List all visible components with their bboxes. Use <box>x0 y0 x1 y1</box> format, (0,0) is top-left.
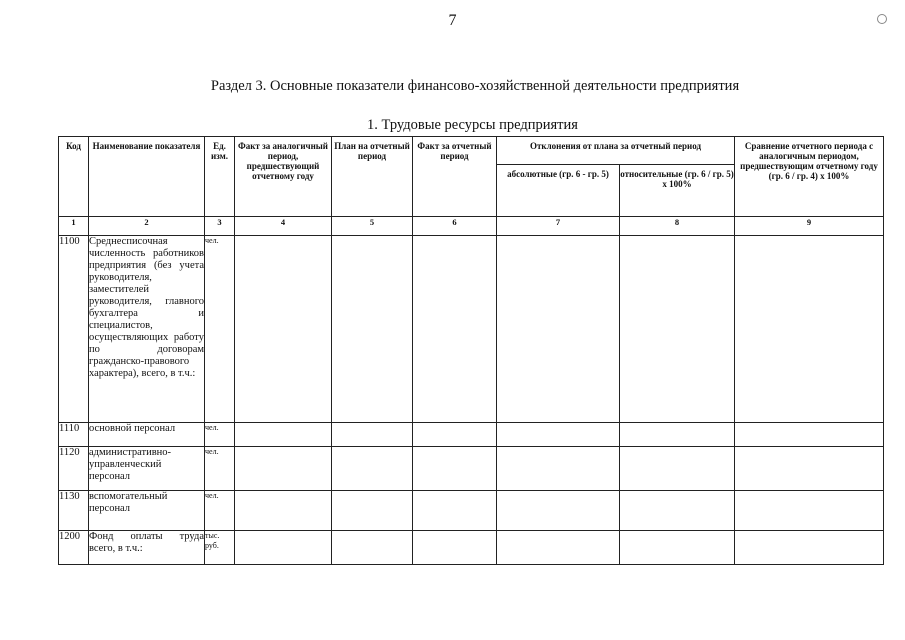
cell-fact[interactable] <box>413 236 497 423</box>
header-deviation-rel: относительные (гр. 6 / гр. 5) х 100% <box>620 165 735 217</box>
row-unit: чел. <box>205 236 235 423</box>
row-code: 1200 <box>59 531 89 565</box>
cell-comparison[interactable] <box>735 531 884 565</box>
column-number: 8 <box>620 217 735 236</box>
table-row <box>59 531 884 565</box>
cell-comparison[interactable] <box>735 423 884 447</box>
column-number-row <box>59 217 884 236</box>
row-code: 1120 <box>59 447 89 491</box>
header-fact-prev: Факт за аналогичный период, предшествующий отчетному году <box>235 137 332 217</box>
cell-deviation-abs[interactable] <box>497 447 620 491</box>
cell-fact-prev[interactable] <box>235 423 332 447</box>
column-number: 4 <box>235 217 332 236</box>
labor-resources-table <box>58 136 884 565</box>
table-row <box>59 447 884 491</box>
cell-fact[interactable] <box>413 531 497 565</box>
header-deviation: Отклонения от плана за отчетный период <box>497 137 735 165</box>
cell-comparison[interactable] <box>735 447 884 491</box>
section-title: Раздел 3. Основные показатели финансово-хозяйственной деятельности предприятия <box>210 78 740 94</box>
table-row <box>59 423 884 447</box>
row-code: 1130 <box>59 491 89 531</box>
column-number: 2 <box>89 217 205 236</box>
page-number: 7 <box>448 12 457 29</box>
column-number: 1 <box>59 217 89 236</box>
cell-plan[interactable] <box>332 531 413 565</box>
cell-deviation-abs[interactable] <box>497 423 620 447</box>
row-unit: чел. <box>205 423 235 447</box>
header-fact: Факт за отчетный период <box>413 137 497 217</box>
cell-fact-prev[interactable] <box>235 447 332 491</box>
row-name: основной персонал <box>89 423 205 447</box>
corner-mark <box>877 14 887 24</box>
column-number: 9 <box>735 217 884 236</box>
cell-plan[interactable] <box>332 491 413 531</box>
cell-deviation-rel[interactable] <box>620 447 735 491</box>
table-row <box>59 236 884 423</box>
cell-deviation-rel[interactable] <box>620 423 735 447</box>
cell-fact[interactable] <box>413 491 497 531</box>
cell-comparison[interactable] <box>735 236 884 423</box>
cell-fact-prev[interactable] <box>235 236 332 423</box>
column-number: 6 <box>413 217 497 236</box>
row-name: административно-управленческий персонал <box>89 447 205 491</box>
cell-plan[interactable] <box>332 423 413 447</box>
column-number: 7 <box>497 217 620 236</box>
column-number: 3 <box>205 217 235 236</box>
cell-deviation-abs[interactable] <box>497 491 620 531</box>
cell-fact[interactable] <box>413 423 497 447</box>
header-code: Код <box>59 137 89 217</box>
table-title: 1. Трудовые ресурсы предприятия <box>367 117 578 133</box>
row-unit: чел. <box>205 491 235 531</box>
table-row <box>59 491 884 531</box>
row-code: 1110 <box>59 423 89 447</box>
cell-plan[interactable] <box>332 447 413 491</box>
row-name: вспомогательный персонал <box>89 491 205 531</box>
header-deviation-abs: абсолютные (гр. 6 - гр. 5) <box>497 165 620 217</box>
row-name: Среднесписочная численность работников предприятия (без учета руководителя, заместителей руководителя, главного бухгалтера и специалистов, осуществляющих работу по договорам гражданско-правового характера), всего, в т.ч.: <box>89 236 205 423</box>
row-name: Фонд оплаты труда всего, в т.ч.: <box>89 531 205 565</box>
cell-deviation-rel[interactable] <box>620 491 735 531</box>
cell-deviation-abs[interactable] <box>497 236 620 423</box>
cell-plan[interactable] <box>332 236 413 423</box>
header-plan: План на отчетный период <box>332 137 413 217</box>
row-code: 1100 <box>59 236 89 423</box>
header-comparison: Сравнение отчетного периода с аналогичным периодом, предшествующим отчетному году (гр. 6 / гр. 4) х 100% <box>735 137 884 217</box>
cell-fact-prev[interactable] <box>235 531 332 565</box>
cell-deviation-abs[interactable] <box>497 531 620 565</box>
header-name: Наименование показателя <box>89 137 205 217</box>
column-number: 5 <box>332 217 413 236</box>
cell-deviation-rel[interactable] <box>620 531 735 565</box>
row-unit: тыс. руб. <box>205 531 235 565</box>
row-unit: чел. <box>205 447 235 491</box>
cell-fact[interactable] <box>413 447 497 491</box>
cell-fact-prev[interactable] <box>235 491 332 531</box>
cell-deviation-rel[interactable] <box>620 236 735 423</box>
header-unit: Ед. изм. <box>205 137 235 217</box>
cell-comparison[interactable] <box>735 491 884 531</box>
